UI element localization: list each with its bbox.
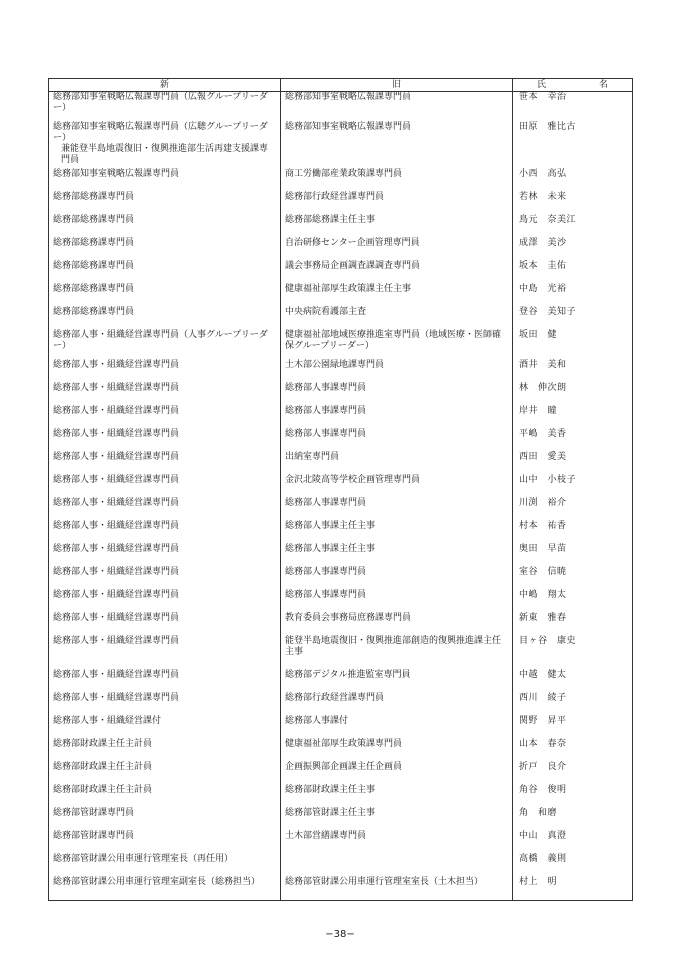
- person-name: 成澤 美沙: [513, 238, 633, 261]
- table-row: [49, 808, 633, 831]
- new-position: [49, 613, 281, 636]
- person-name: 新東 雅春: [513, 613, 633, 636]
- table-row: [49, 521, 633, 544]
- new-position-text: 総務部人事・組織経営課専門員: [53, 612, 180, 623]
- new-position: [49, 215, 281, 238]
- new-position-text: 総務部知事室戦略広報課専門員（広聴グループリーダー）: [53, 121, 268, 143]
- old-position: 総務部人事課主任主事: [281, 521, 513, 544]
- new-position-text: 総務部人事・組織経営課専門員: [53, 543, 180, 554]
- person-name: 川渕 裕介: [513, 498, 633, 521]
- new-position: [49, 544, 281, 567]
- person-name: 折戸 良介: [513, 762, 633, 785]
- new-position-text: 総務部管財課公用車運行管理室長（再任用）: [53, 853, 234, 864]
- new-position: [49, 854, 281, 877]
- new-position-text: 総務部総務課専門員: [53, 191, 135, 202]
- new-position-text: 総務部人事・組織経営課専門員: [53, 382, 180, 393]
- new-position: [49, 169, 281, 192]
- table-row: [49, 831, 633, 854]
- new-position-text: 総務部総務課専門員: [53, 260, 135, 271]
- table-row: [49, 383, 633, 406]
- table-row: [49, 498, 633, 521]
- person-name: 村上 明: [513, 877, 633, 901]
- table-row: [49, 670, 633, 693]
- old-position: 金沢北陵高等学校企画管理専門員: [281, 475, 513, 498]
- new-position: [49, 261, 281, 284]
- person-name: 岸井 瞳: [513, 406, 633, 429]
- table-row: [49, 475, 633, 498]
- table-row: [49, 284, 633, 307]
- person-name: 若林 未来: [513, 192, 633, 215]
- person-name: 関野 昇平: [513, 716, 633, 739]
- new-position-text: 総務部知事室戦略広報課専門員: [53, 168, 180, 179]
- old-position: 総務部知事室戦略広報課専門員: [281, 92, 513, 122]
- table-row: [49, 544, 633, 567]
- header-name-label: 氏 名: [536, 79, 630, 90]
- table-row: [49, 429, 633, 452]
- new-position: [49, 406, 281, 429]
- new-position-text: 総務部総務課専門員: [53, 306, 135, 317]
- person-name: 登谷 美知子: [513, 307, 633, 330]
- person-name: 笹本 幸治: [513, 92, 633, 122]
- old-position: 出納室専門員: [281, 452, 513, 475]
- table-row: [49, 330, 633, 360]
- person-name: 小西 高弘: [513, 169, 633, 192]
- header-old: 旧: [281, 79, 513, 92]
- table-row: [49, 762, 633, 785]
- table-row: [49, 360, 633, 383]
- person-name: 村本 祐香: [513, 521, 633, 544]
- old-position: 総務部財政課主任主事: [281, 785, 513, 808]
- table-row: [49, 636, 633, 670]
- new-position-text: 総務部人事・組織経営課付: [53, 715, 162, 726]
- new-position-text: 総務部管財課専門員: [53, 807, 135, 818]
- person-name: 中嶋 翔太: [513, 590, 633, 613]
- new-position: [49, 452, 281, 475]
- person-name: 林 伸次朗: [513, 383, 633, 406]
- new-position-text: 総務部管財課公用車運行管理室副室長（総務担当）: [53, 876, 261, 887]
- old-position: 総務部人事課専門員: [281, 383, 513, 406]
- old-position: 総務部知事室戦略広報課専門員: [281, 122, 513, 169]
- old-position: [281, 854, 513, 877]
- person-name: 目ヶ谷 康史: [513, 636, 633, 670]
- old-position: 総務部行政経営課専門員: [281, 192, 513, 215]
- old-position: 総務部デジタル推進監室専門員: [281, 670, 513, 693]
- person-name: 鳥元 奈美江: [513, 215, 633, 238]
- new-position-text: 総務部人事・組織経営課専門員: [53, 520, 180, 531]
- new-position: [49, 360, 281, 383]
- person-name: 山本 春奈: [513, 739, 633, 762]
- table-row: [49, 716, 633, 739]
- new-position: [49, 92, 281, 122]
- personnel-table: [48, 78, 633, 901]
- old-position: 総務部人事課主任主事: [281, 544, 513, 567]
- table-row: [49, 215, 633, 238]
- table-row: [49, 739, 633, 762]
- person-name: 室谷 信暁: [513, 567, 633, 590]
- new-position: [49, 475, 281, 498]
- new-position: [49, 739, 281, 762]
- old-position: 商工労働部産業政策課専門員: [281, 169, 513, 192]
- table-row: [49, 261, 633, 284]
- new-position: [49, 383, 281, 406]
- new-position: [49, 877, 281, 901]
- table-row: [49, 452, 633, 475]
- new-position-text: 総務部人事・組織経営課専門員: [53, 451, 180, 462]
- table-row: [49, 406, 633, 429]
- new-position: [49, 567, 281, 590]
- table-row: [49, 590, 633, 613]
- person-name: 西田 愛美: [513, 452, 633, 475]
- new-position-text: 総務部知事室戦略広報課専門員（広報グループリーダー）: [53, 92, 268, 113]
- old-position: 総務部行政経営課専門員: [281, 693, 513, 716]
- person-name: 高橋 義則: [513, 854, 633, 877]
- new-position-text: 総務部財政課主任主計員: [53, 738, 153, 749]
- person-name: 角 和磨: [513, 808, 633, 831]
- table-row: [49, 169, 633, 192]
- new-position-text: 総務部財政課主任主計員: [53, 784, 153, 795]
- header-name: [513, 79, 633, 92]
- new-position-text: 総務部人事・組織経営課専門員: [53, 405, 180, 416]
- new-position-text: 総務部人事・組織経営課専門員（人事グループリーダー）: [53, 329, 268, 351]
- new-position: [49, 330, 281, 360]
- old-position: 健康福祉部地域医療推進室専門員（地域医療・医師確保グループリーダー）: [281, 330, 513, 360]
- new-position: [49, 192, 281, 215]
- old-position: 総務部総務課主任主事: [281, 215, 513, 238]
- new-position: [49, 498, 281, 521]
- table-row: [49, 785, 633, 808]
- new-position: [49, 122, 281, 169]
- old-position: 能登半島地震復旧・復興推進部創造的復興推進課主任主事: [281, 636, 513, 670]
- person-name: 西川 綾子: [513, 693, 633, 716]
- table-row: [49, 613, 633, 636]
- old-position: 土木部営繕課専門員: [281, 831, 513, 854]
- new-position: [49, 590, 281, 613]
- page-number: −38−: [325, 929, 355, 940]
- table-row: [49, 122, 633, 169]
- new-position-text: 総務部管財課専門員: [53, 830, 135, 841]
- new-position: [49, 716, 281, 739]
- new-position: [49, 785, 281, 808]
- new-position-text: 総務部人事・組織経営課専門員: [53, 428, 180, 439]
- new-position: [49, 307, 281, 330]
- old-position: 中央病院看護部主査: [281, 307, 513, 330]
- new-position-text: 総務部総務課専門員: [53, 237, 135, 248]
- new-position: [49, 808, 281, 831]
- person-name: 坂本 圭佑: [513, 261, 633, 284]
- concurrent-position-note: 兼能登半島地震復旧・復興推進部生活再建支援課専門員: [61, 143, 269, 165]
- table-row: [49, 854, 633, 877]
- new-position-text: 総務部人事・組織経営課専門員: [53, 589, 180, 600]
- old-position: 教育委員会事務局庶務課専門員: [281, 613, 513, 636]
- person-name: 角谷 俊明: [513, 785, 633, 808]
- old-position: 自治研修センター企画管理専門員: [281, 238, 513, 261]
- new-position: [49, 238, 281, 261]
- person-name: 田原 雅比古: [513, 122, 633, 169]
- new-position-text: 総務部総務課専門員: [53, 214, 135, 225]
- new-position-text: 総務部人事・組織経営課専門員: [53, 474, 180, 485]
- old-position: 総務部人事課専門員: [281, 429, 513, 452]
- table-row: [49, 877, 633, 901]
- old-position: 健康福祉部厚生政策課主任主事: [281, 284, 513, 307]
- new-position-text: 総務部財政課主任主計員: [53, 761, 153, 772]
- old-position: 総務部人事課専門員: [281, 567, 513, 590]
- new-position: [49, 429, 281, 452]
- person-name: 中山 真澄: [513, 831, 633, 854]
- personnel-table-container: [48, 78, 632, 901]
- old-position: 総務部人事課付: [281, 716, 513, 739]
- old-position: 総務部管財課公用車運行管理室室長（土木担当）: [281, 877, 513, 901]
- table-row: [49, 567, 633, 590]
- old-position: 土木部公園緑地課専門員: [281, 360, 513, 383]
- table-row: [49, 92, 633, 122]
- new-position-text: 総務部人事・組織経営課専門員: [53, 692, 180, 703]
- table-row: [49, 192, 633, 215]
- new-position: [49, 693, 281, 716]
- person-name: 中越 健太: [513, 670, 633, 693]
- person-name: 坂田 健: [513, 330, 633, 360]
- new-position: [49, 284, 281, 307]
- new-position-text: 総務部人事・組織経営課専門員: [53, 497, 180, 508]
- old-position: 総務部管財課主任主事: [281, 808, 513, 831]
- new-position-text: 総務部人事・組織経営課専門員: [53, 669, 180, 680]
- person-name: 山中 小枝子: [513, 475, 633, 498]
- person-name: 酒井 美和: [513, 360, 633, 383]
- old-position: 総務部人事課専門員: [281, 590, 513, 613]
- new-position-text: 総務部人事・組織経営課専門員: [53, 635, 180, 646]
- new-position-text: 総務部総務課専門員: [53, 283, 135, 294]
- table-row: [49, 238, 633, 261]
- new-position: [49, 521, 281, 544]
- table-row: [49, 307, 633, 330]
- old-position: 健康福祉部厚生政策課専門員: [281, 739, 513, 762]
- new-position: [49, 670, 281, 693]
- old-position: 総務部人事課専門員: [281, 406, 513, 429]
- new-position-text: 総務部人事・組織経営課専門員: [53, 566, 180, 577]
- new-position: [49, 762, 281, 785]
- person-name: 中島 光裕: [513, 284, 633, 307]
- table-header-row: [49, 79, 633, 92]
- new-position: [49, 831, 281, 854]
- person-name: 奥田 早苗: [513, 544, 633, 567]
- old-position: 企画振興部企画課主任企画員: [281, 762, 513, 785]
- new-position-text: 総務部人事・組織経営課専門員: [53, 359, 180, 370]
- old-position: 議会事務局企画調査課調査専門員: [281, 261, 513, 284]
- new-position: [49, 636, 281, 670]
- header-new: 新: [49, 79, 281, 92]
- table-row: [49, 693, 633, 716]
- person-name: 平嶋 美香: [513, 429, 633, 452]
- old-position: 総務部人事課専門員: [281, 498, 513, 521]
